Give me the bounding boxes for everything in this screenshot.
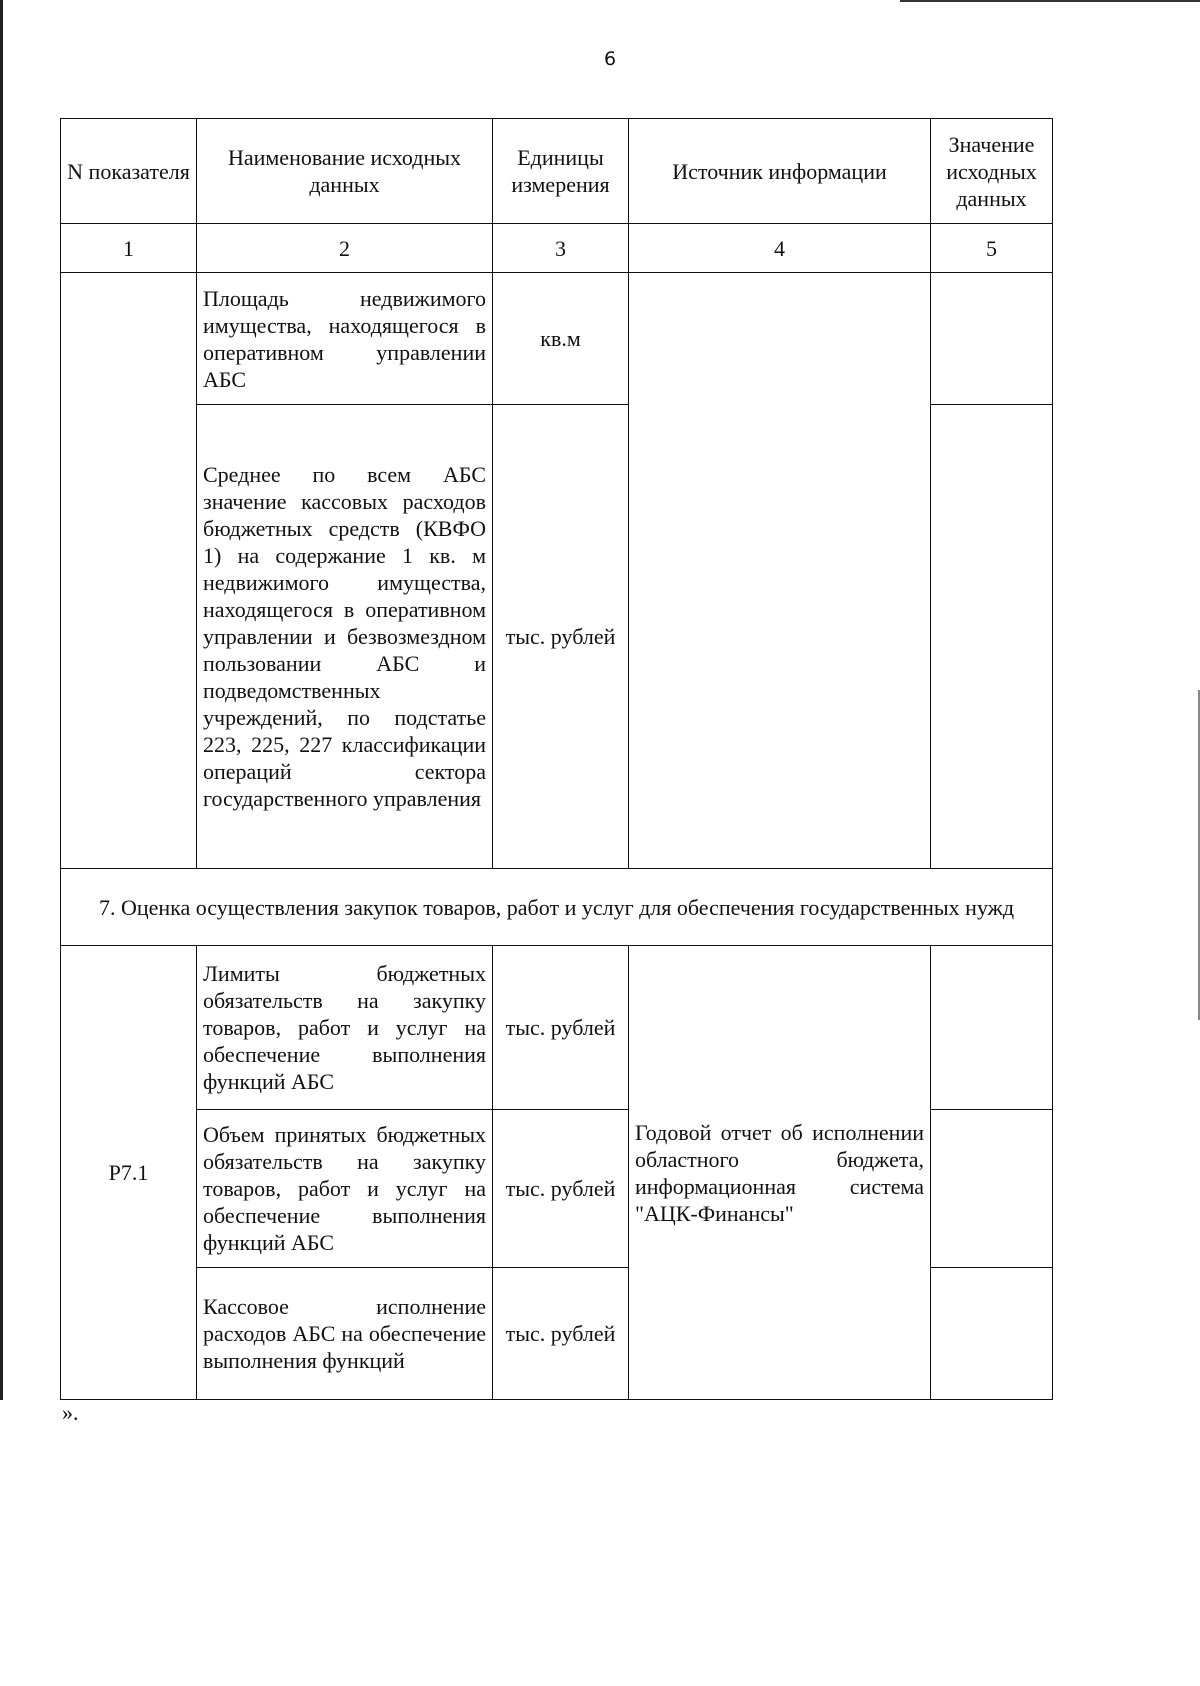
- source-data-name: Лимиты бюджетных обязательств на закупку товаров, работ и услуг на обеспечение выполнения функций АБС: [197, 946, 493, 1110]
- source-data-name: Кассовое исполнение расходов АБС на обеспечение выполнения функций: [197, 1268, 493, 1400]
- column-number: 4: [629, 224, 931, 273]
- table-row: [61, 273, 1053, 405]
- column-number: 2: [197, 224, 493, 273]
- page-number: 6: [603, 48, 617, 70]
- header-value: Значение исходных данных: [931, 119, 1053, 224]
- unit-cell: тыс. рублей: [493, 946, 629, 1110]
- indicator-number: Р7.1: [61, 946, 197, 1400]
- table-row: [61, 946, 1053, 1110]
- header-row: [61, 119, 1053, 224]
- section-heading-row: [61, 869, 1053, 946]
- header-unit: Единицы измерения: [493, 119, 629, 224]
- source-data-name: Объем принятых бюджетных обязательств на закупку товаров, работ и услуг на обеспечение выполнения функций АБС: [197, 1110, 493, 1268]
- source-data-name: Площадь недвижимого имущества, находящегося в оперативном управлении АБС: [197, 273, 493, 405]
- unit-cell: тыс. рублей: [493, 1110, 629, 1268]
- value-cell: [931, 405, 1053, 869]
- value-cell: [931, 273, 1053, 405]
- column-number: 5: [931, 224, 1053, 273]
- source-data-name: Среднее по всем АБС значение кассовых расходов бюджетных средств (КВФО 1) на содержание 1 кв. м недвижимого имущества, находящегося в оперативном управлении и безвозмездном пользовании АБС и подведомственных учреждений, по подстатье 223, 225, 227 классификации операций сектора государственного управления: [197, 405, 493, 869]
- information-source-empty: [629, 273, 931, 869]
- closing-quote-mark: ».: [62, 1400, 79, 1425]
- source-data-table: [60, 118, 1053, 1400]
- scan-edge-top: [900, 0, 1200, 2]
- indicator-cell-empty: [61, 273, 197, 869]
- header-indicator-number: N показателя: [61, 119, 197, 224]
- unit-cell: тыс. рублей: [493, 405, 629, 869]
- unit-cell: тыс. рублей: [493, 1268, 629, 1400]
- header-source-data-name: Наименование исходных данных: [197, 119, 493, 224]
- value-cell: [931, 1110, 1053, 1268]
- information-source: Годовой отчет об исполнении областного бюджета, информационная система "АЦК-Финансы": [629, 946, 931, 1400]
- unit-cell: кв.м: [493, 273, 629, 405]
- scan-edge-left: [0, 0, 3, 1400]
- column-number: 3: [493, 224, 629, 273]
- header-information-source: Источник информации: [629, 119, 931, 224]
- value-cell: [931, 946, 1053, 1110]
- column-number: 1: [61, 224, 197, 273]
- value-cell: [931, 1268, 1053, 1400]
- section-7-title: 7. Оценка осуществления закупок товаров, работ и услуг для обеспечения государственных нужд: [61, 869, 1053, 946]
- column-number-row: [61, 224, 1053, 273]
